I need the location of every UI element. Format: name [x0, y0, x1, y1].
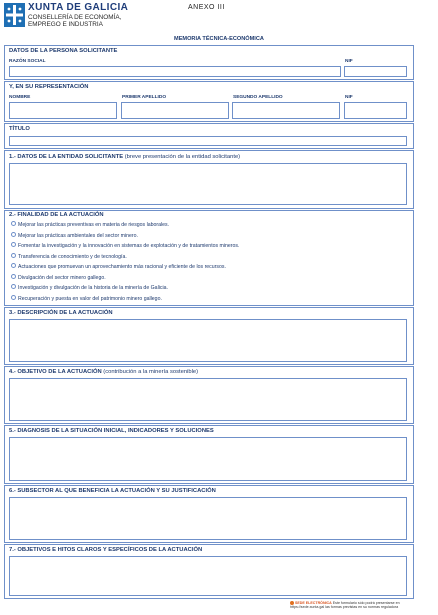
- radio-button-icon[interactable]: [11, 221, 16, 226]
- finalidad-option[interactable]: [11, 295, 162, 303]
- radio-button-icon[interactable]: [11, 253, 16, 258]
- finalidad-option-label: Recuperación y puesta en valor del patrimonio minero gallego.: [18, 295, 162, 302]
- section-6-textarea[interactable]: [9, 497, 407, 540]
- radio-button-icon[interactable]: [11, 295, 16, 300]
- section-1-note: (breve presentación de la entidad solicitante): [124, 154, 241, 160]
- finalidad-option[interactable]: [11, 274, 106, 282]
- nombre-input[interactable]: [9, 102, 117, 119]
- finalidad-option[interactable]: [11, 284, 168, 292]
- primer-apellido-label: PRIMER APELLIDO: [122, 95, 167, 100]
- footer-line2: https://sede.xunta.gal las formas previstas en su normas reguladora: [290, 605, 399, 610]
- applicant-nif-input[interactable]: [344, 66, 407, 77]
- footer-line1: Este formulario sólo podrá presentarse en: [332, 601, 400, 605]
- department-line1: CONSELLERÍA DE ECONOMÍA,: [28, 13, 122, 21]
- section-3-heading: 3.- DESCRIPCIÓN DE LA ACTUACIÓN: [9, 310, 113, 316]
- organization-block: [28, 3, 128, 29]
- section-6-heading: 6.- SUBSECTOR AL QUE BENEFICIA LA ACTUACIÓN Y SU JUSTIFICACIÓN: [9, 488, 216, 494]
- section-1-title: 1.- DATOS DE LA ENTIDAD SOLICITANTE: [9, 154, 124, 160]
- finalidad-option-label: Transferencia de conocimiento y de tecnología.: [18, 253, 127, 260]
- radio-button-icon[interactable]: [11, 263, 16, 268]
- finalidad-option[interactable]: [11, 232, 138, 240]
- radio-button-icon[interactable]: [11, 274, 16, 279]
- sede-label: SEDE ELECTRÓNICA: [295, 601, 332, 605]
- xunta-logo: [4, 3, 25, 27]
- finalidad-option-label: Divulgación del sector minero gallego.: [18, 274, 106, 281]
- finalidad-option-label: Actuaciones que promuevan un aprovechamiento más racional y eficiente de los recursos.: [18, 264, 226, 270]
- department-line2: EMPREGO E INDUSTRIA: [28, 21, 103, 29]
- finalidad-option-label: Fomentar la investigación y la innovación en sistemas de explotación y de tratamientos mineros.: [18, 243, 240, 249]
- section-5: [4, 425, 414, 484]
- segundo-apellido-input[interactable]: [232, 102, 340, 119]
- finalidad-option[interactable]: [11, 263, 226, 271]
- finalidad-option[interactable]: [11, 242, 239, 250]
- section-4-note: (contribución a la minería sostenible): [103, 369, 199, 375]
- finalidad-option-label: Mejorar las prácticas preventivas en materia de riesgos laborales.: [18, 222, 170, 228]
- applicant-section: [4, 45, 414, 80]
- form-header: [0, 0, 438, 36]
- section-4-textarea[interactable]: [9, 378, 407, 421]
- representative-section: [4, 81, 414, 122]
- primer-apellido-input[interactable]: [121, 102, 229, 119]
- finalidad-option[interactable]: [11, 221, 169, 229]
- section-1: [4, 150, 414, 209]
- section-5-textarea[interactable]: [9, 437, 407, 481]
- nombre-label: NOMBRE: [9, 95, 31, 100]
- segundo-apellido-label: SEGUNDO APELLIDO: [233, 95, 283, 100]
- radio-button-icon[interactable]: [11, 232, 16, 237]
- section-3: [4, 307, 414, 365]
- razon-social-label: RAZÓN SOCIAL: [9, 59, 46, 64]
- section-6: [4, 485, 414, 543]
- representative-nif-input[interactable]: [344, 102, 407, 119]
- titulo-heading: TÍTULO: [9, 126, 30, 132]
- section-2: [4, 210, 414, 306]
- finalidad-option[interactable]: [11, 253, 127, 261]
- section-1-textarea[interactable]: [9, 163, 407, 205]
- titulo-section: [4, 123, 414, 149]
- finalidad-option-label: Mejorar las prácticas ambientales del sector minero.: [18, 232, 138, 239]
- radio-button-icon[interactable]: [11, 242, 16, 247]
- section-4-title: 4.- OBJETIVO DE LA ACTUACIÓN: [9, 369, 102, 375]
- section-1-heading: [9, 154, 240, 160]
- radio-button-icon[interactable]: [11, 284, 16, 289]
- footer-note: [290, 601, 400, 610]
- section-7-textarea[interactable]: [9, 556, 407, 596]
- section-2-heading: 2.- FINALIDAD DE LA ACTUACIÓN: [9, 212, 104, 218]
- representative-heading: Y, EN SU REPRESENTACIÓN: [9, 84, 89, 90]
- finalidad-option-label: Investigación y divulgación de la historia de la minería de Galicia.: [18, 285, 168, 291]
- applicant-heading: DATOS DE LA PERSONA SOLICITANTE: [9, 48, 118, 54]
- section-7: [4, 544, 414, 599]
- section-4-heading: [9, 369, 198, 375]
- titulo-input[interactable]: [9, 136, 407, 146]
- annex-label: ANEXO III: [188, 4, 225, 11]
- section-5-heading: 5.- DIAGNOSIS DE LA SITUACIÓN INICIAL, INDICADORES Y SOLUCIONES: [9, 428, 214, 434]
- representative-nif-label: NIF: [345, 95, 353, 100]
- razon-social-input[interactable]: [9, 66, 341, 77]
- section-3-textarea[interactable]: [9, 319, 407, 362]
- section-7-heading: 7.- OBJETIVOS E HITOS CLAROS Y ESPECÍFICOS DE LA ACTUACIÓN: [9, 547, 203, 553]
- document-title: MEMORIA TÉCNICA-ECONÓMICA: [174, 36, 264, 42]
- org-name: XUNTA DE GALICIA: [28, 2, 129, 13]
- section-4: [4, 366, 414, 424]
- applicant-nif-label: NIF: [345, 59, 353, 64]
